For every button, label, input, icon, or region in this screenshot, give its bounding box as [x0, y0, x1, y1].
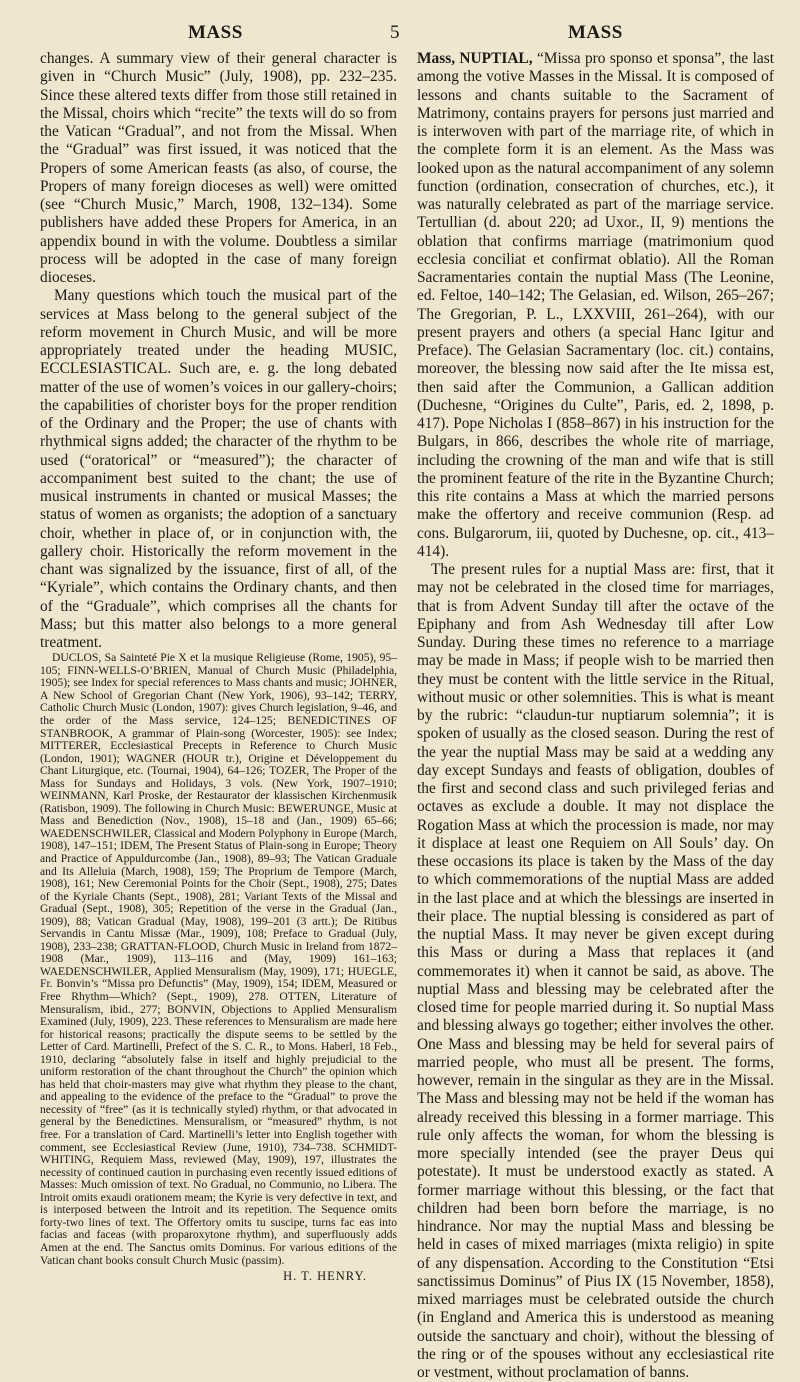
left-column	[40, 50, 397, 1284]
author-signature: H. T. HENRY.	[283, 1269, 367, 1284]
right-column	[417, 50, 775, 1381]
two-column-body	[40, 50, 775, 1381]
running-header	[40, 22, 774, 50]
paragraph-text: “Missa pro sponso et sponsa”, the last among the votive Masses in the Missal. It is composed of lessons and chants suitable to the Sacrament of Matrimony, contains prayers for persons just married and is interwoven with part of the marriage rite, of which in the complete form it is an element. As the Mass was looked upon as the natural accompaniment of any solemn function (ordination, consecration of churches, etc.), it was naturally celebrated as part of the marriage service. Tertullian (d. about 220; ad Uxor., II, 9) mentions the oblation that confirms marriage (matrimonium quod ecclesia conciliat et confirmat oblatio). All the Roman Sacramentaries contain the nuptial Mass (The Leonine, ed. Feltoe, 140–142; The Gelasian, ed. Wilson, 265–267; The Gregorian, P. L., LXXVIII, 261–264), with our present prayers and others (a special Hanc Igitur and Preface). The Gelasian Sacramentary (loc. cit.) contains, moreover, the blessing now said after the Ite missa est, then said after the Communion, a Gallican addition (Duchesne, “Origines du Culte”, Paris, ed. 2, 1898, p. 417). Pope Nicholas I (858–867) in his instruction for the Bulgars, in 866, describes the whole rite of marriage, including the crowning of the man and wife that is still the prominent feature of the rite in the Byzantine Church; this rite contains a Mass at which the married persons make the offertory and receive communion (Resp. ad cons. Bulgarorum, iii, quoted by Duchesne, op. cit., 413–414).	[417, 50, 775, 560]
header-right-title: MASS	[568, 22, 623, 43]
page-number: 5	[390, 22, 400, 43]
paragraph: The present rules for a nuptial Mass are: first, that it may not be celebrated in the closed time for marriages, that is from Advent Sunday till after the octave of the Epiphany and from Ash Wednesday till after Low Sunday. During these times no reference to a marriage may be made in Mass; if people wish to be married then they must be content with the little service in the Ritual, without music or other solemnities. This is what is meant by the rubric: “claudun-tur nuptiarum solemnia”; it is spoken of usually as the closed season. During the rest of the year the nuptial Mass may be said at a wedding any day except Sundays and feasts of obligation, doubles of the first and second class and such privileged ferias and octaves as exclude a double. It may not displace the Rogation Mass at which the procession is made, nor may it displace at least one Requiem on All Souls’ day. On these occasions its place is taken by the Mass of the day to which commemorations of the nuptial Mass are added in the last place and at which the blessings are inserted in their place. The nuptial blessing is considered as part of the nuptial Mass. It may never be given except during this Mass or during a Mass that replaces it (and commemorates it) when it cannot be said, as above. The nuptial Mass and blessing may be celebrated after the closed time for people married during it. So nuptial Mass and blessing always go together; either involves the other. One Mass and blessing may be held for several pairs of married people, who must all be present. The forms, however, remain in the singular as they are in the Missal. The Mass and blessing may not be held if the woman has already received this blessing in a former marriage. This rule only affects the woman, for whom the blessing is more specially intended (see the prayer Deus qui potestate). It must be understood exactly as stated. A former marriage without this blessing, or the fact that children had been born before the marriage, is no hindrance. Nor may the nuptial Mass and blessing be held in cases of mixed marriages (mixta religio) in spite of any dispensation. According to the Constitution “Etsi sanctissimus Dominus” of Pius IX (15 November, 1858), mixed marriages must be celebrated outside the church (in England and America this is understood as meaning outside the sanctuary and choir), without the blessing of the ring or of the spouses without any ecclesiastical rite or vestment, without proclamation of banns.	[417, 561, 774, 1381]
paragraph: changes. A summary view of their general character is given in “Church Music” (July, 1908), pp. 232–235. Since these altered texts differ from those still retained in the Missal, choirs which “recite” the texts will do so from the Vatican “Gradual”, and not from the Missal. When the “Gradual” was first issued, it was noticed that the Propers of some American feasts (as also, of course, the Propers of many foreign dioceses as well) were omitted (see “Church Music,” March, 1908, 132–134). Some publishers have added these Propers for America, in an appendix bound in with the volume. Doubtless a similar process will be adopted in the case of many foreign dioceses.	[40, 50, 397, 286]
article-heading: Mass, NUPTIAL,	[417, 50, 533, 67]
article-opening-paragraph	[417, 50, 774, 561]
bibliography: DUCLOS, Sa Sainteté Pie X et la musique Religieuse (Rome, 1905), 95–105; FINN-WELLS-O’BRIEN, Manual of Church Music (Philadelphia, 1905); see Index for special references to Mass chants and music; JOHNER, A New School of Gregorian Chant (New York, 1906), 93–142; TERRY, Catholic Church Music (London, 1907): gives Church legislation, 9–46, and the order of the Mass service, 124–125; BENEDICTINES OF STANBROOK, A grammar of Plain-song (Worcester, 1905): see Index; MITTERER, Ecclesiastical Precepts in Reference to Church Music (London, 1901); WAGNER (HOUR tr.), Origine et Développement du Chant Liturgique, etc. (Tournai, 1904), 64–126; TOZER, The Proper of the Mass for Sundays and Holidays, 3 vols. (New York, 1907–1910; WEINMANN, Karl Proske, der Restaurator der klassischen Kirchenmusik (Ratisbon, 1909). The following in Church Music: BEWERUNGE, Music at Mass and Benediction (Nov., 1908), 15–18 and (Jan., 1909) 65–66; WAEDENSCHWILER, Classical and Modern Polyphony in Europe (March, 1908), 147–151; IDEM, The Present Status of Plain-song in Europe; Theory and Practice of Appuldurcombe (Jan., 1908), 89–93; The Vatican Graduale and Its Alleluia (March, 1908), 159; The Proprium de Tempore (March, 1908), 161; New Ceremonial Points for the Choir (Sept., 1908), 275; Dates of the Kyriale Chants (Sept., 1908), 281; Variant Texts of the Missal and Gradual (Sept., 1908), 305; Repetition of the verse in the Gradual (Jan., 1909), 88; Vatican Gradual (May, 1908), 199–201 (3 artt.); De Ritibus Servandis in Cantu Missæ (Mar., 1909), 108; Preface to Gradual (July, 1908), 233–238; GRATTAN-FLOOD, Church Music in Ireland from 1872–1908 (Mar., 1909), 113–116 and (May, 1909) 161–163; WAEDENSCHWILER, Applied Mensuralism (May, 1909), 171; HUEGLE, Fr. Bonvin’s “Missa pro Defunctis” (May, 1909), 154; IDEM, Measured or Free Rhythm—Which? (Sept., 1909), 278. OTTEN, Literature of Mensuralism, ibid., 277; BONVIN, Objections to Applied Mensuralism Examined (July, 1909), 223. These references to Mensuralism are made here for historical reasons; practically the dispute seems to be settled by the Letter of Card. Martinelli, Prefect of the S. C. R., to Mons. Haberl, 18 Feb., 1910, declaring “absolutely false in itself and highly prejudicial to the uniform restoration of the chant throughout the Church” the opinion which has held that choir-masters may give what rhythm they please to the chant, and appealing to the evidence of the preface to the “Gradual” to prove the necessity of “free” (as it is technically styled) rhythm, or that advocated in general by the Benedictines. Mensuralism, or “measured” rhythm, is not free. For a translation of Card. Martinelli’s letter into English together with comment, see Ecclesiastical Review (June, 1910), 734–738. SCHMIDT-WHITING, Requiem Mass, reviewed (May, 1909), 197, illustrates the necessity of continued caution in purchasing even recently issued editions of Masses: Much omission of text. No Gradual, no Communio, no Libera. The Introit omits exaudi orationem meam; the Kyrie is very defective in text, and is interposed between the Introit and its repetition. The Sequence omits forty-two lines of text. The Offertory omits tu suscipe, turns fac eas into facias and faceas (with proparoxytone rhythm), and superfluously adds Amen at the end. The Sanctus omits Dominus. For various editions of the Vatican chant books consult Church Music (passim).	[40, 651, 397, 1267]
header-left-title: MASS	[188, 22, 243, 43]
paragraph: Many questions which touch the musical part of the services at Mass belong to the general subject of the reform movement in Church Music, and will be more appropriately treated under the heading MUSIC, ECCLESIASTICAL. Such are, e. g. the long debated matter of the use of women’s voices in our gallery-choirs; the capabilities of chorister boys for the proper rendition of the Ordinary and the Proper; the use of chants with rhythmical signs added; the character of the rhythm to be used (“oratorical” or “measured”); the character of accompaniment best suited to the chant; the use of musical instruments in chanted or musical Masses; the status of women as organists; the adoption of a sanctuary choir, whether in place of, or in conjunction with, the gallery choir. Historically the reform movement in the chant was signalized by the issuance, first of all, of the “Kyriale”, which contains the Ordinary chants, and then of the “Graduale”, which comprises all the chants for Mass; but this matter also belongs to a more general treatment.	[40, 287, 397, 651]
